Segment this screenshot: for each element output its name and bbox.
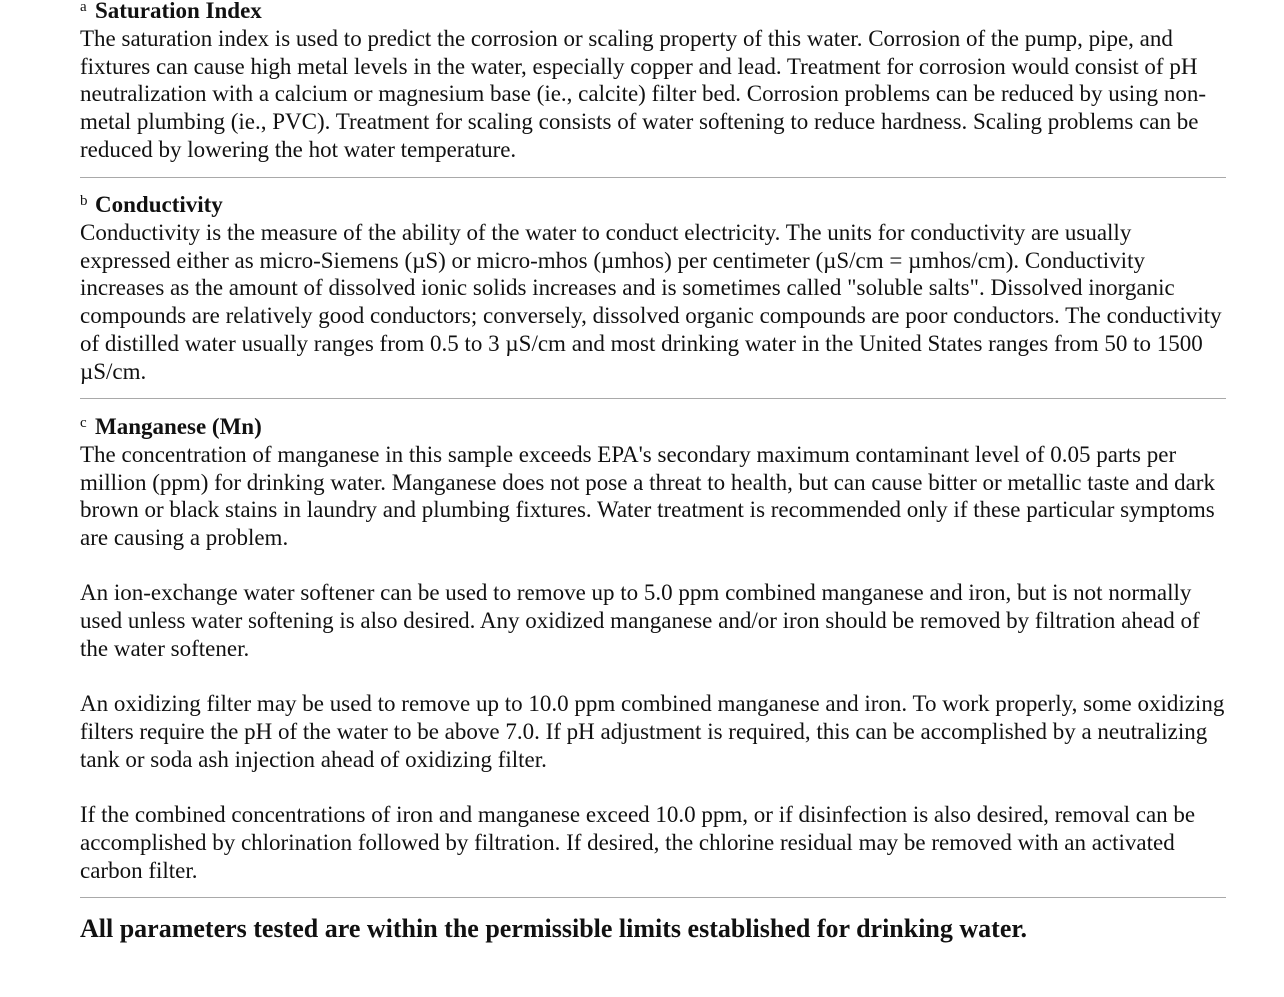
- paragraph: If the combined concentrations of iron and manganese exceed 10.0 ppm, or if disinfection is also desired, removal can be accomplished by chlorination followed by filtration. If desired, the chlorine residual may be removed with an activated carbon filter.: [80, 802, 1196, 883]
- divider: [80, 897, 1226, 898]
- section-heading: [80, 413, 1226, 441]
- section-conductivity: [80, 191, 1226, 386]
- divider: [80, 398, 1226, 399]
- section-title: Conductivity: [95, 192, 223, 217]
- paragraph: An oxidizing filter may be used to remove up to 10.0 ppm combined manganese and iron. To work properly, some oxidizing filters require the pH of the water to be above 7.0. If pH adjustment is required, this can be accomplished by a neutralizing tank or soda ash injection ahead of oxidizing filter.: [80, 691, 1225, 772]
- paragraph: The concentration of manganese in this sample exceeds EPA's secondary maximum contaminant level of 0.05 parts per million (ppm) for drinking water. Manganese does not pose a threat to health, but can cause bitter or metallic taste and dark brown or black stains in laundry and plumbing fixtures. Water treatment is recommended only if these particular symptoms are causing a problem.: [80, 441, 1215, 551]
- section-manganese: [80, 413, 1226, 885]
- paragraph: The saturation index is used to predict the corrosion or scaling property of this water. Corrosion of the pump, pipe, and fixtures can cause high metal levels in the water, especially copper and lead. Treatment for corrosion would consist of pH neutralization with a calcium or magnesium base (ie., calcite) filter bed. Corrosion problems can be reduced by using non-metal plumbing (ie., PVC). Treatment for scaling consists of water softening to reduce hardness. Scaling problems can be reduced by lowering the hot water temperature.: [80, 25, 1206, 162]
- summary-statement: All parameters tested are within the permissible limits established for drinking water.: [80, 914, 1028, 943]
- footnote-marker: c: [80, 415, 87, 431]
- paragraph: Conductivity is the measure of the ability of the water to conduct electricity. The units for conductivity are usually expressed either as micro-Siemens (µS) or micro-mhos (µmhos) per centimeter (µS/cm = µmhos/cm). Conductivity increases as the amount of dissolved ionic solids increases and is sometimes called "soluble salts". Dissolved inorganic compounds are relatively good conductors; conversely, dissolved organic compounds are poor conductors. The conductivity of distilled water usually ranges from 0.5 to 3 µS/cm and most drinking water in the United States ranges from 50 to 1500 µS/cm.: [80, 219, 1222, 384]
- section-heading: [80, 0, 1226, 25]
- section-heading: [80, 191, 1226, 219]
- divider: [80, 177, 1226, 178]
- section-saturation-index: [80, 0, 1226, 164]
- footnote-marker: b: [80, 193, 88, 209]
- paragraph: An ion-exchange water softener can be used to remove up to 5.0 ppm combined manganese and iron, but is not normally used unless water softening is also desired. Any oxidized manganese and/or iron should be removed by filtration ahead of the water softener.: [80, 580, 1200, 662]
- section-title: Saturation Index: [95, 0, 262, 23]
- footnote-marker: a: [80, 0, 87, 15]
- section-title: Manganese (Mn): [95, 414, 262, 439]
